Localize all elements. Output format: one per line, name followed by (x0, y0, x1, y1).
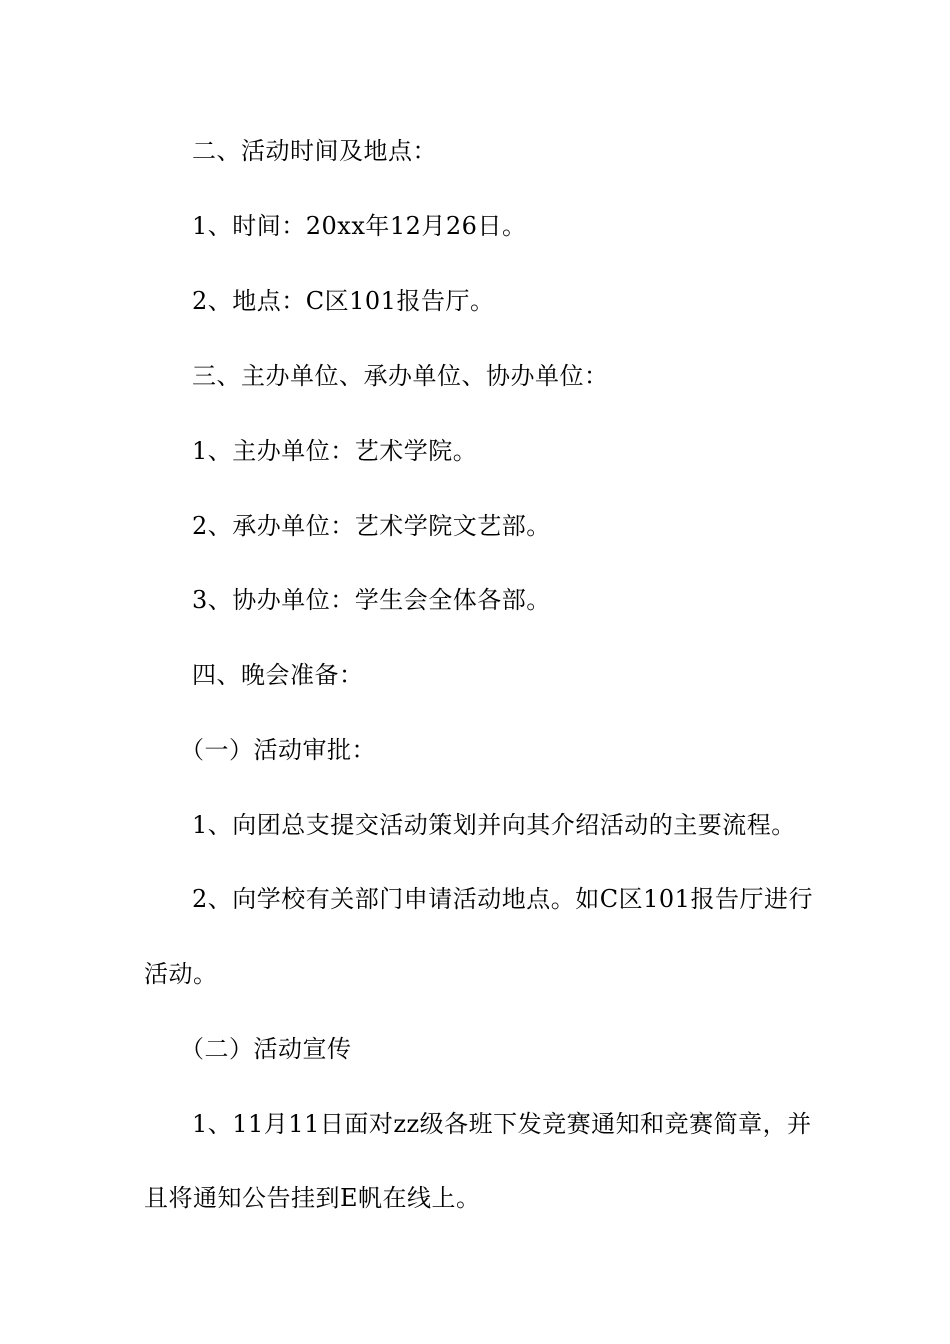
subheading-approval: （一）活动审批： (180, 736, 376, 764)
paragraph-time: 1、时间：20xx年12月26日。 (192, 212, 527, 240)
paragraph-host: 1、主办单位：艺术学院。 (192, 437, 478, 465)
paragraph-approval-1: 1、向团总支提交活动策划并向其介绍活动的主要流程。 (192, 811, 796, 839)
section-heading-preparation: 四、晚会准备： (192, 661, 364, 689)
paragraph-publicity-1: 1、11月11日面对zz级各班下发竞赛通知和竞赛简章，并 (192, 1110, 812, 1138)
paragraph-co-organizer: 3、协办单位：学生会全体各部。 (192, 586, 551, 614)
paragraph-place: 2、地点：C区101报告厅。 (192, 287, 495, 315)
paragraph-organizer: 2、承办单位：艺术学院文艺部。 (192, 512, 551, 540)
paragraph-approval-2: 2、向学校有关部门申请活动地点。如C区101报告厅进行 (192, 885, 813, 913)
paragraph-approval-2-continued: 活动。 (144, 960, 218, 988)
section-heading-organizers: 三、主办单位、承办单位、协办单位： (192, 362, 609, 390)
subheading-publicity: （二）活动宣传 (180, 1035, 352, 1063)
paragraph-publicity-1-continued: 且将通知公告挂到E帆在线上。 (144, 1184, 481, 1212)
section-heading-time-place: 二、活动时间及地点： (192, 137, 437, 165)
